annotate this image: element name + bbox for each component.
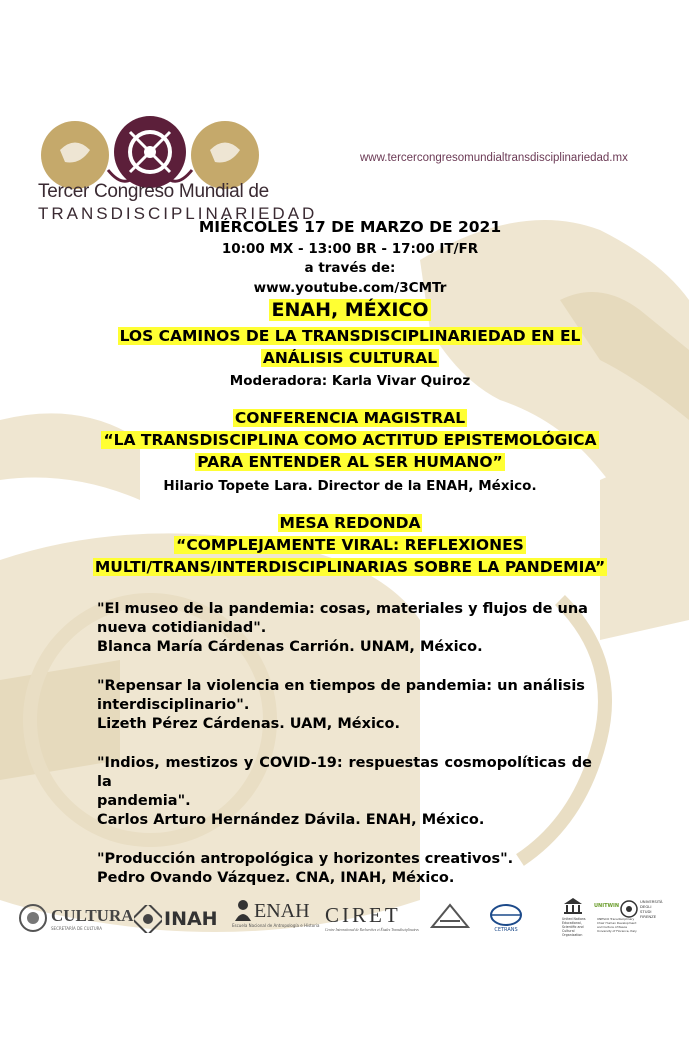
moderator: Moderadora: Karla Vivar Quiroz bbox=[229, 373, 471, 389]
conference-title-line1-text: “LA TRANSDISCIPLINA COMO ACTITUD EPISTEMOLÓGICA bbox=[103, 431, 597, 449]
logo-ciret bbox=[325, 903, 419, 932]
talk-title-line1: "El museo de la pandemia: cosas, materiales y flujos de una bbox=[97, 601, 588, 617]
talk-author: Carlos Arturo Hernández Dávila. ENAH, México. bbox=[97, 812, 485, 828]
ciret-figure-icon bbox=[428, 901, 472, 931]
logo-inah bbox=[134, 905, 218, 933]
roundtable-label bbox=[60, 514, 640, 532]
cultura-seal-icon bbox=[18, 903, 48, 933]
event-theme-line2-text: ANÁLISIS CULTURAL bbox=[262, 349, 438, 367]
talk-title-line1: "Producción antropológica y horizontes creativos". bbox=[97, 851, 514, 867]
event-theme-line1 bbox=[60, 327, 640, 345]
unitwin-text: UNITWIN bbox=[594, 903, 620, 909]
ciret-subtext: Centre International de Recherches et Études Transdisciplinaires bbox=[325, 928, 419, 932]
event-host bbox=[60, 299, 640, 321]
cultura-text: CULTURA bbox=[51, 905, 134, 925]
event-date: MIÉRCOLES 17 DE MARZO DE 2021 bbox=[198, 218, 502, 236]
talk-item bbox=[97, 850, 592, 888]
footer-logos bbox=[0, 895, 689, 955]
conference-title-line1 bbox=[60, 431, 640, 449]
cultura-subtext: SECRETARÍA DE CULTURA bbox=[51, 925, 103, 931]
conference-title-line2 bbox=[60, 453, 640, 471]
event-times: 10:00 MX - 13:00 BR - 17:00 IT/FR bbox=[221, 241, 479, 257]
talk-item bbox=[97, 677, 592, 734]
conference-speaker: Hilario Topete Lara. Director de la ENAH, México. bbox=[163, 478, 537, 494]
talk-item bbox=[97, 754, 592, 830]
unesco-temple-icon bbox=[562, 897, 584, 915]
roundtable-title-line2 bbox=[60, 558, 640, 576]
roundtable-label-text: MESA REDONDA bbox=[279, 514, 421, 532]
website-link[interactable]: www.tercercongresomundialtransdisciplinariedad.mx bbox=[360, 152, 628, 164]
conference-title-line2-text: PARA ENTENDER AL SER HUMANO” bbox=[197, 453, 503, 471]
roundtable-title-line1-text: “COMPLEJAMENTE VIRAL: REFLEXIONES bbox=[176, 536, 524, 554]
talk-author: Blanca María Cárdenas Carrión. UNAM, México. bbox=[97, 639, 483, 655]
logo-cetrans bbox=[488, 903, 524, 933]
talk-title-line2: nueva cotidianidad". bbox=[97, 620, 267, 636]
logo-cultura bbox=[18, 903, 134, 933]
inah-text: INAH bbox=[164, 908, 218, 930]
logo-enah bbox=[232, 899, 319, 928]
cetrans-text: CETRANS bbox=[494, 927, 518, 933]
talk-title-line2: interdisciplinario". bbox=[97, 697, 250, 713]
conference-label bbox=[60, 409, 640, 427]
roundtable-title-line1 bbox=[60, 536, 640, 554]
logo-title: Tercer Congreso Mundial de bbox=[38, 181, 269, 202]
talk-item bbox=[97, 600, 592, 657]
event-theme-line2 bbox=[60, 349, 640, 367]
event-via: a través de: bbox=[304, 260, 396, 276]
roundtable-title-line2-text: MULTI/TRANS/INTERDISCIPLINARIAS SOBRE LA PANDEMIA” bbox=[94, 558, 606, 576]
firenze-text: UNIVERSITÀ DEGLI STUDI FIRENZE bbox=[640, 899, 663, 919]
event-host-text: ENAH, MÉXICO bbox=[271, 299, 429, 321]
cetrans-globe-icon bbox=[488, 903, 524, 927]
enah-text: ENAH bbox=[254, 899, 310, 922]
talk-author: Pedro Ovando Vázquez. CNA, INAH, México. bbox=[97, 870, 455, 886]
logo-firenze bbox=[620, 899, 664, 919]
inah-emblem-icon bbox=[134, 905, 162, 933]
logo-subtitle: TRANSDISCIPLINARIEDAD bbox=[38, 204, 318, 223]
talk-title-line2: pandemia". bbox=[97, 793, 191, 809]
talk-author: Lizeth Pérez Cárdenas. UAM, México. bbox=[97, 716, 400, 732]
event-theme-line1-text: LOS CAMINOS DE LA TRANSDISCIPLINARIEDAD EN EL bbox=[119, 327, 581, 345]
talks-list bbox=[97, 600, 592, 908]
unesco-subtext: United Nations Educational, Scientific and Cultural Organization bbox=[562, 917, 586, 937]
talk-title-line1: "Repensar la violencia en tiempos de pandemia: un análisis bbox=[97, 678, 585, 694]
enah-subtext: Escuela Nacional de Antropología e Historia bbox=[232, 923, 320, 928]
firenze-seal-icon bbox=[620, 900, 638, 918]
ciret-text: CIRET bbox=[325, 903, 401, 927]
enah-figure-icon bbox=[232, 899, 254, 923]
chair-subtext-wrap bbox=[597, 917, 639, 933]
chair-subtext: UNESCO Transdisciplinary Chair Human Development and Culture of Peace University of Florence, Italy bbox=[597, 917, 637, 933]
youtube-link[interactable]: www.youtube.com/3CMTr bbox=[253, 280, 447, 296]
conference-label-text: CONFERENCIA MAGISTRAL bbox=[234, 409, 466, 427]
talk-title-line1: "Indios, mestizos y COVID-19: respuestas cosmopolíticas de la bbox=[97, 755, 592, 790]
